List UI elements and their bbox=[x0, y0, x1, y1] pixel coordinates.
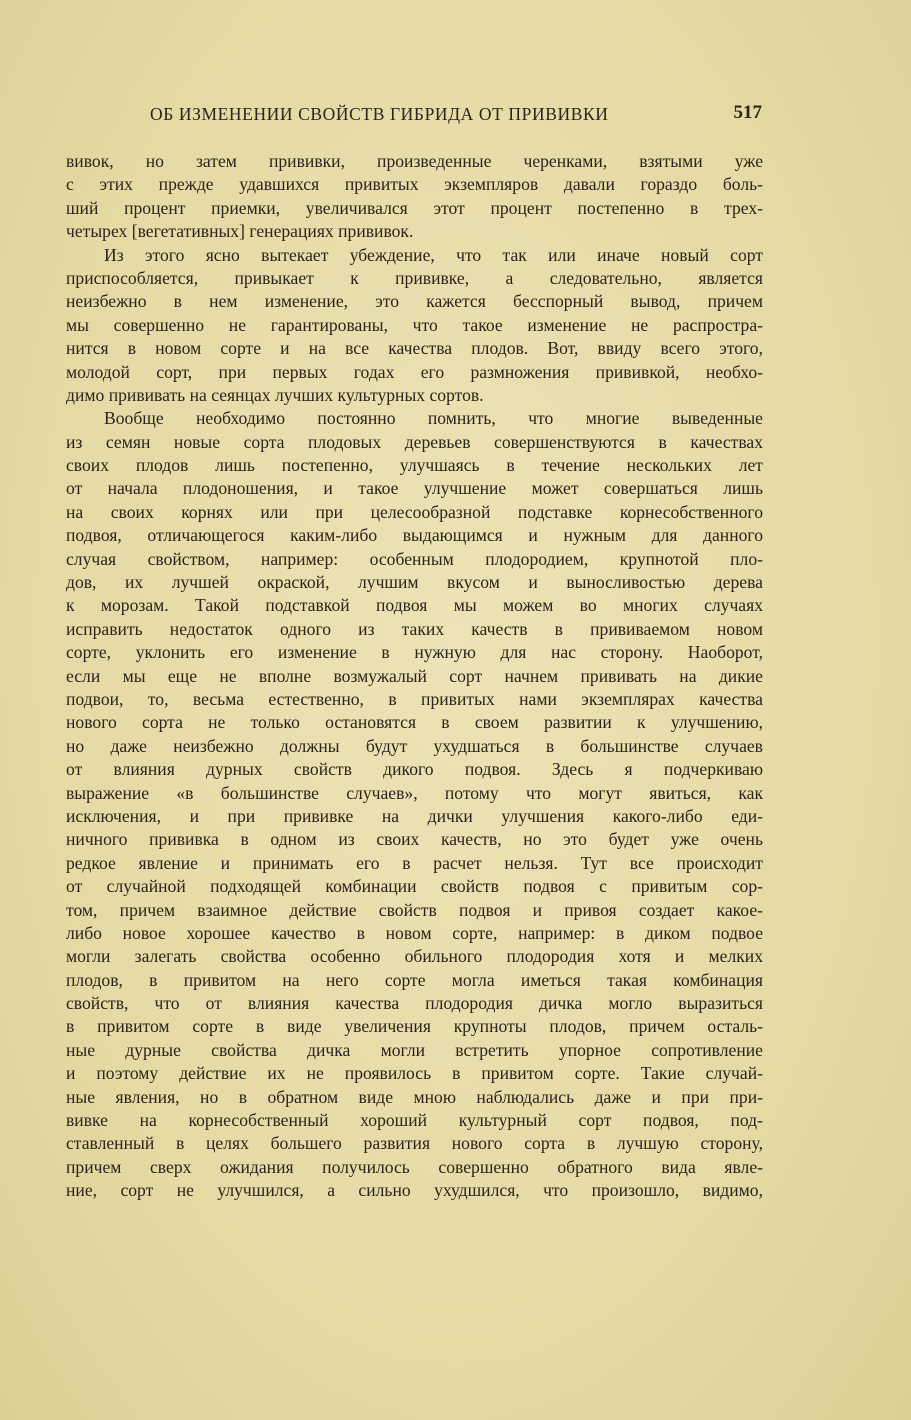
text-line: ние, сорт не улучшился, а сильно ухудшился, что произошло, видимо, bbox=[66, 1180, 763, 1201]
text-line: если мы еще не вполне возмужалый сорт начнем прививать на дикие bbox=[66, 665, 763, 686]
text-line: неизбежно в нем изменение, это кажется бесспорный вывод, причем bbox=[66, 291, 763, 312]
text-line: приспособляется, привыкает к прививке, а следовательно, является bbox=[66, 267, 763, 288]
text-line: подвои, то, весьма естественно, в привитых нами экземплярах качества bbox=[66, 688, 763, 709]
text-line: из семян новые сорта плодовых деревьев совершенствуются в качествах bbox=[66, 431, 763, 452]
running-head bbox=[150, 104, 762, 128]
text-line: четырех [вегетативных] генерациях прививок. bbox=[66, 221, 414, 242]
text-line: причем сверх ожидания получилось совершенно обратного вида явле- bbox=[66, 1156, 763, 1177]
running-title: ОБ ИЗМЕНЕНИИ СВОЙСТВ ГИБРИДА ОТ ПРИВИВКИ bbox=[150, 104, 609, 124]
text-line: димо прививать на сеянцах лучших культурных сортов. bbox=[66, 384, 484, 405]
text-line: Вообще необходимо постоянно помнить, что многие выведенные bbox=[104, 408, 763, 429]
text-line: Из этого ясно вытекает убеждение, что так или иначе новый сорт bbox=[104, 244, 763, 265]
text-line: могли залегать свойства особенно обильного плодородия хотя и мелких bbox=[66, 946, 763, 967]
text-line: вивок, но затем прививки, произведенные черенками, взятыми уже bbox=[66, 151, 763, 171]
text-line: либо новое хорошее качество в новом сорте, например: в диком подвое bbox=[66, 922, 763, 943]
text-line: ший процент приемки, увеличивался этот процент постепенно в трех- bbox=[66, 197, 763, 218]
text-line: сорте, уклонить его изменение в нужную для нас сторону. Наоборот, bbox=[66, 642, 763, 663]
text-line: и поэтому действие их не проявилось в привитом сорте. Такие случай- bbox=[66, 1063, 763, 1084]
text-line: ные явления, но в обратном виде мною наблюдались даже и при при- bbox=[66, 1086, 763, 1107]
text-line: дов, их лучшей окраской, лучшим вкусом и выносливостью дерева bbox=[66, 572, 763, 593]
text-line: нится в новом сорте и на все качества плодов. Вот, ввиду всего этого, bbox=[66, 338, 763, 359]
text-line: к морозам. Такой подставкой подвоя мы можем во многих случаях bbox=[66, 595, 763, 616]
text-line: но даже неизбежно должны будут ухудшаться в большинстве случаев bbox=[66, 735, 763, 756]
page-number: 517 bbox=[733, 102, 762, 123]
text-line: от случайной подходящей комбинации свойств подвоя с привитым сор- bbox=[66, 876, 763, 897]
text-line: мы совершенно не гарантированы, что такое изменение не распростра- bbox=[66, 314, 763, 335]
text-line: вивке на корнесобственный хороший культурный сорт подвоя, под- bbox=[66, 1110, 763, 1131]
text-line: от начала плодоношения, и такое улучшение может совершаться лишь bbox=[66, 478, 763, 499]
text-line: с этих прежде удавшихся привитых экземпляров давали гораздо боль- bbox=[66, 174, 763, 195]
text-line: редкое явление и принимать его в расчет нельзя. Тут все происходит bbox=[66, 852, 763, 873]
text-line: на своих корнях или при целесообразной подставке корнесобственного bbox=[66, 501, 763, 522]
text-line: в привитом сорте в виде увеличения крупноты плодов, причем осталь- bbox=[66, 1016, 763, 1037]
text-line: нового сорта не только остановятся в своем развитии к улучшению, bbox=[66, 712, 763, 733]
text-line: случая свойством, например: особенным плодородием, крупнотой пло- bbox=[66, 548, 763, 569]
text-line: исправить недостаток одного из таких качеств в прививаемом новом bbox=[66, 618, 763, 639]
text-line: ставленный в целях большего развития нового сорта в лучшую сторону, bbox=[66, 1133, 763, 1154]
text-line: свойств, что от влияния качества плодородия дичка могло выразиться bbox=[66, 993, 763, 1014]
text-line: от влияния дурных свойств дикого подвоя. Здесь я подчеркиваю bbox=[66, 759, 763, 780]
text-line: ные дурные свойства дичка могли встретить упорное сопротивление bbox=[66, 1039, 763, 1060]
text-line: своих плодов лишь постепенно, улучшаясь в течение нескольких лет bbox=[66, 455, 763, 476]
text-line: молодой сорт, при первых годах его размножения прививкой, необхо- bbox=[66, 361, 763, 382]
text-line: том, причем взаимное действие свойств подвоя и привоя создает какое- bbox=[66, 899, 763, 920]
text-line: ничного прививка в одном из своих качеств, но это будет уже очень bbox=[66, 829, 763, 850]
text-line: исключения, и при прививке на дички улучшения какого-либо еди- bbox=[66, 805, 763, 826]
text-line: подвоя, отличающегося каким-либо выдающимся и нужным для данного bbox=[66, 525, 763, 546]
text-line: плодов, в привитом на него сорте могла иметься такая комбинация bbox=[66, 969, 763, 990]
text-line: выражение «в большинстве случаев», потому что могут явиться, как bbox=[66, 782, 763, 803]
body-text bbox=[66, 150, 763, 1203]
